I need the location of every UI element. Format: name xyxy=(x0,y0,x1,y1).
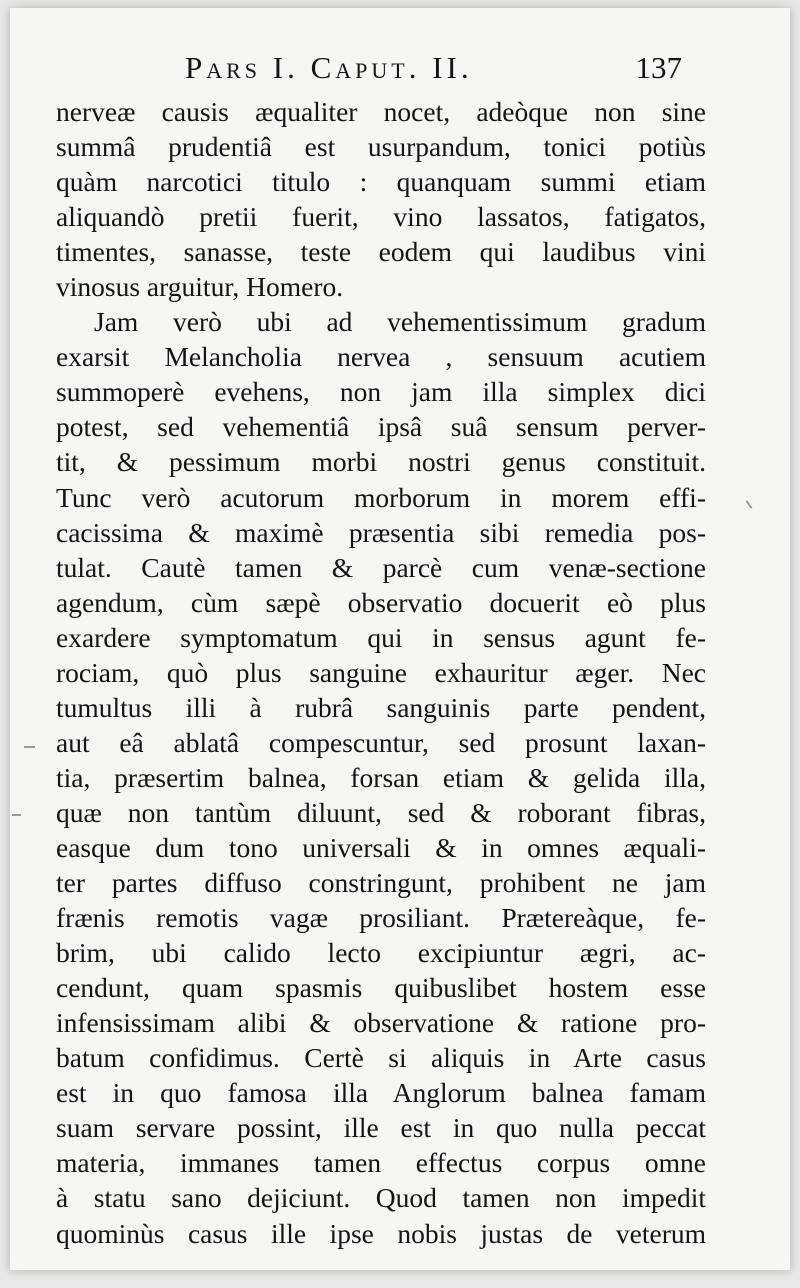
text-line: tia, præsertim balnea, forsan etiam & gelida illa, xyxy=(56,761,706,793)
text-line: easque dum tono universali & in omnes æquali- xyxy=(56,831,706,863)
book-page xyxy=(10,8,790,1270)
text-line: summoperè evehens, non jam illa simplex dici xyxy=(56,376,706,408)
text-line: timentes, sanasse, teste eodem qui laudibus vini xyxy=(56,236,706,268)
text-line: materia, immanes tamen effectus corpus omne xyxy=(56,1147,706,1179)
text-line: exarsit Melancholia nervea , sensuum acutiem xyxy=(56,341,706,373)
text-line: batum confidimus. Certè si aliquis in Arte casus xyxy=(56,1042,706,1074)
text-line: aut eâ ablatâ compescuntur, sed prosunt laxan- xyxy=(56,726,706,758)
text-line: suam servare possint, ille est in quo nulla peccat xyxy=(56,1112,706,1144)
text-line: summâ prudentiâ est usurpandum, tonici potiùs xyxy=(56,131,706,163)
text-line: infensissimam alibi & observatione & ratione pro- xyxy=(56,1007,706,1039)
text-line: potest, sed vehementiâ ipsâ suâ sensum perver- xyxy=(56,411,706,443)
text-line: rociam, quò plus sanguine exhauritur æger. Nec xyxy=(56,656,706,688)
text-line: ter partes diffuso constringunt, prohibent ne jam xyxy=(56,867,706,899)
text-line: quæ non tantùm diluunt, sed & roborant fibras, xyxy=(56,796,706,828)
text-line: nerveæ causis æqualiter nocet, adeòque non sine xyxy=(56,96,706,127)
body-text xyxy=(56,94,706,1251)
running-head xyxy=(10,50,790,90)
text-line: quominùs casus ille ipse nobis justas de veterum xyxy=(56,1217,706,1249)
text-line: tit, & pessimum morbi nostri genus constituit. xyxy=(56,446,706,478)
text-line: tulat. Cautè tamen & parcè cum venæ-sectione xyxy=(56,551,706,583)
chapter-heading: Pars I. Caput. II. xyxy=(185,50,473,85)
text-line: frænis remotis vagæ prosiliant. Prætereàque, fe- xyxy=(56,902,706,934)
text-line: cendunt, quam spasmis quibuslibet hostem esse xyxy=(56,972,706,1004)
text-line: Tunc verò acutorum morborum in morem effi- xyxy=(56,481,706,513)
text-line: à statu sano dejiciunt. Quod tamen non impedit xyxy=(56,1182,706,1214)
text-line: cacissima & maximè præsentia sibi remedia pos- xyxy=(56,516,706,548)
margin-mark xyxy=(746,500,753,509)
text-line: est in quo famosa illa Anglorum balnea famam xyxy=(56,1077,706,1109)
text-line: quàm narcotici titulo : quanquam summi etiam xyxy=(56,166,706,198)
page-number: 137 xyxy=(635,50,682,85)
text-line: tumultus illi à rubrâ sanguinis parte pendent, xyxy=(56,691,706,723)
text-line: vinosus arguitur, Homero. xyxy=(56,271,344,303)
margin-mark xyxy=(24,746,35,748)
text-line: aliquandò pretii fuerit, vino lassatos, fatigatos, xyxy=(56,201,706,233)
text-line: Jam verò ubi ad vehementissimum gradum xyxy=(94,306,706,338)
text-line: exardere symptomatum qui in sensus agunt fe- xyxy=(56,621,706,653)
margin-mark xyxy=(12,814,21,816)
text-line: brim, ubi calido lecto excipiuntur ægri, ac- xyxy=(56,937,706,969)
text-line: agendum, cùm sæpè observatio docuerit eò plus xyxy=(56,586,706,618)
